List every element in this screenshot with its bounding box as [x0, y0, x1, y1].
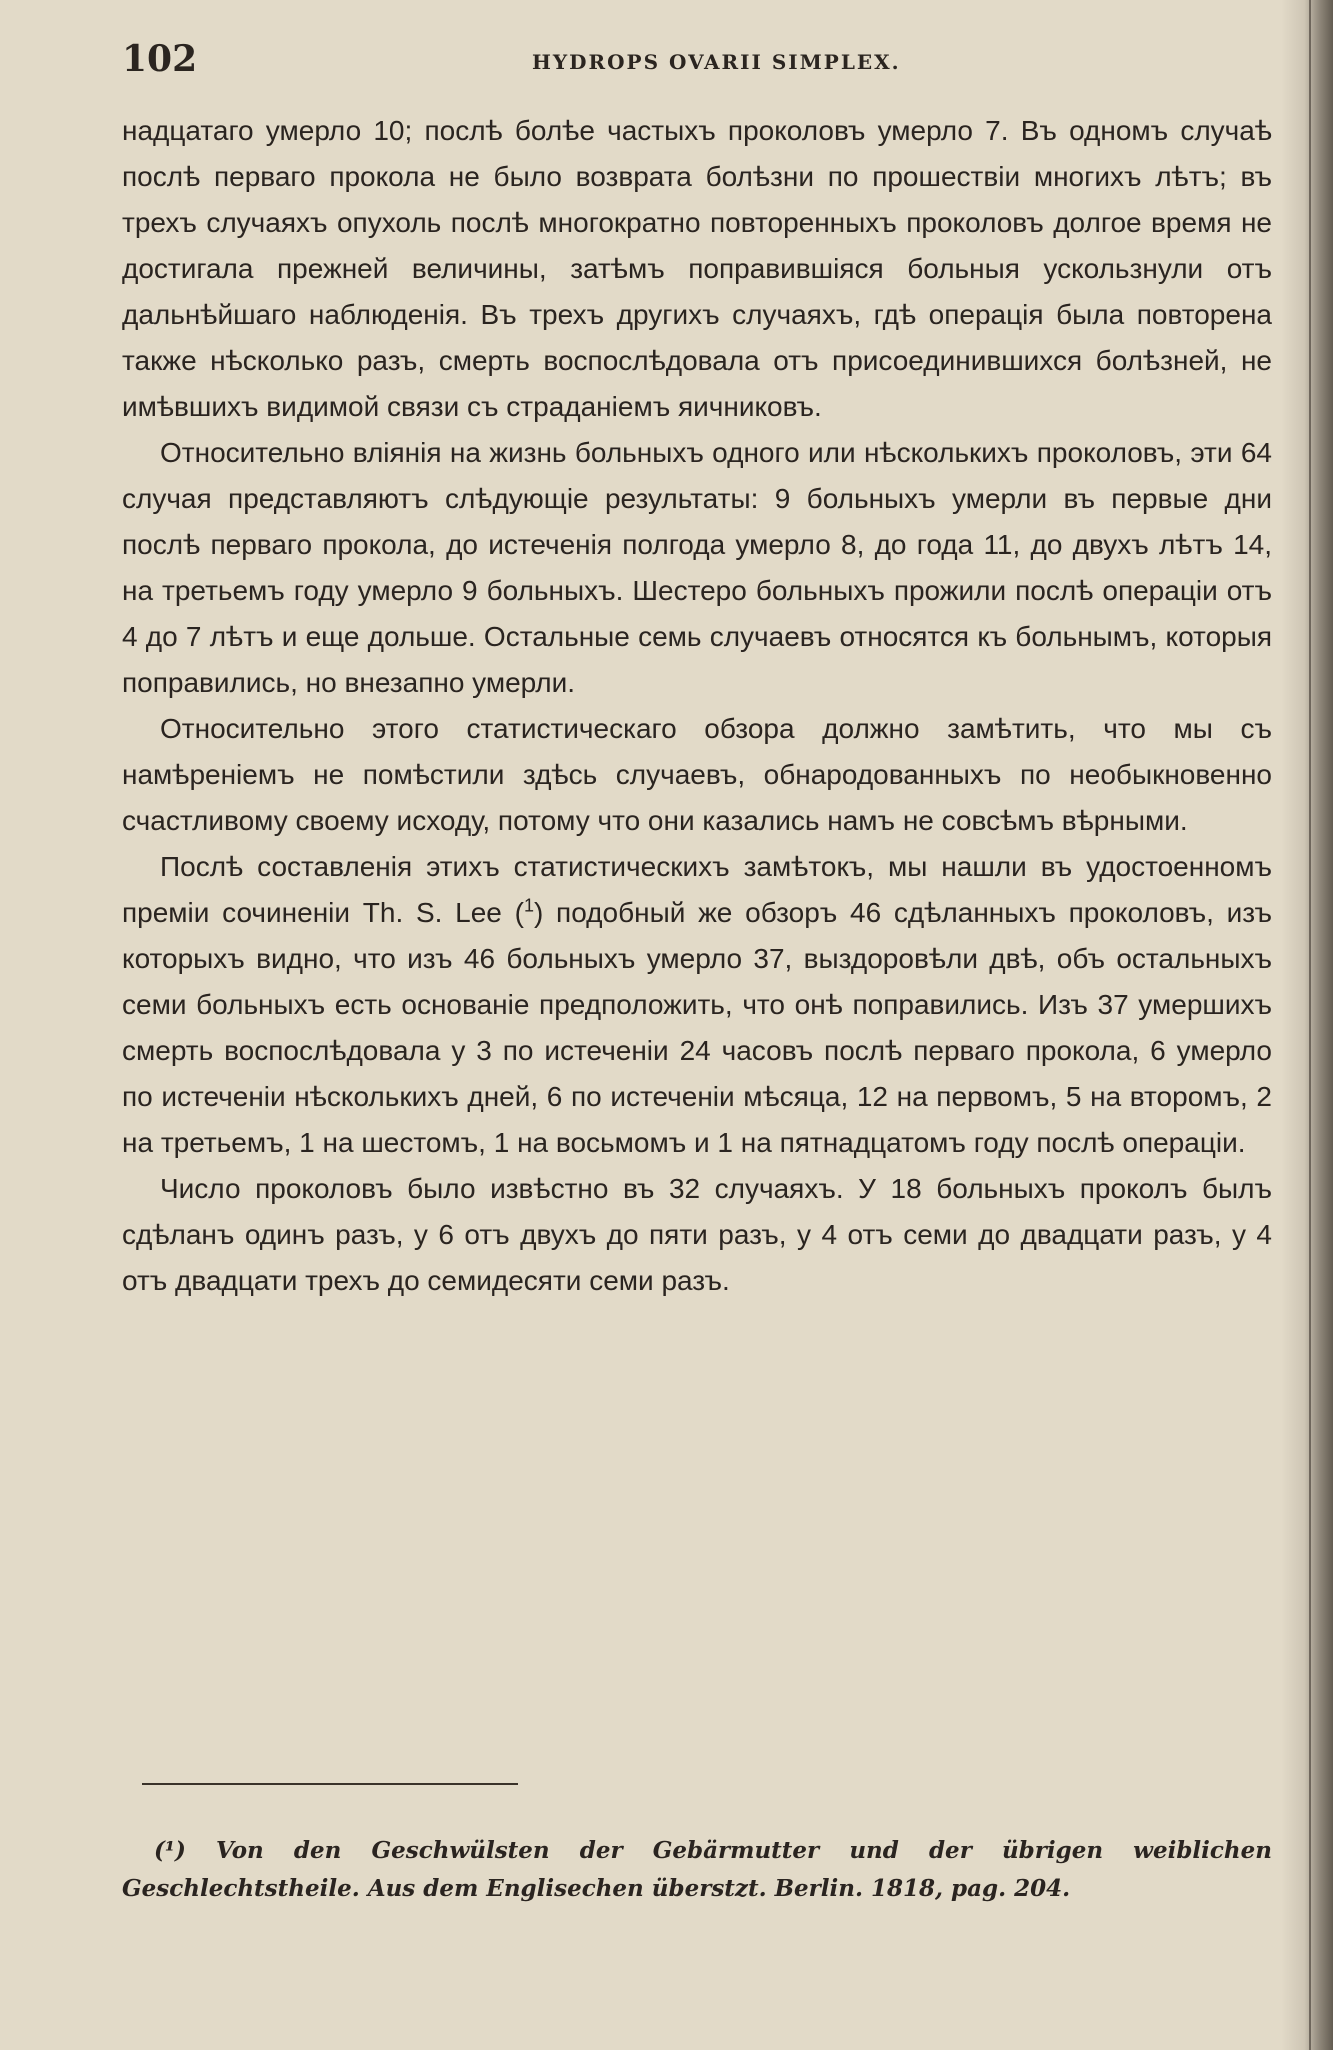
page-gutter-shadow — [1281, 0, 1333, 2050]
paragraph-continuation: надцатаго умерло 10; послѣ болѣе частыхъ проколовъ умерло 7. Въ одномъ случаѣ послѣ перваго прокола не было возврата болѣзни по прошествiи многихъ лѣтъ; въ трехъ случаяхъ опухоль послѣ многократно повторенныхъ проколовъ долгое время не достигала прежней величины, затѣмъ поправившiяся больныя ускользнули отъ дальнѣйшаго наблюденiя. Въ трехъ другихъ случаяхъ, гдѣ операцiя была повторена также нѣсколько разъ, смерть воспослѣдовала отъ присоединившихся болѣзней, не имѣвшихъ видимой связи съ страданiемъ яичниковъ. — [122, 115, 1272, 422]
paragraph: Относительно влiянiя на жизнь больныхъ одного или нѣсколькихъ проколовъ, эти 64 случая представляютъ слѣдующiе результаты: 9 больныхъ умерли въ первые дни послѣ перваго прокола, до истеченiя полгода умерло 8, до года 11, до двухъ лѣтъ 14, на третьемъ году умерло 9 больныхъ. Шестеро больныхъ прожили послѣ операцiи отъ 4 до 7 лѣтъ и еще дольше. Остальные семь случаевъ относятся къ больнымъ, которыя поправились, но внезапно умерли. — [122, 437, 1272, 698]
footnote-marker: (¹) — [154, 1837, 186, 1864]
footnote-reference[interactable]: 1 — [523, 895, 534, 916]
footnote-divider — [142, 1783, 518, 1785]
running-title: HYDROPS OVARII SIMPLEX. — [532, 50, 901, 74]
body-text — [122, 108, 1272, 1304]
page-number: 102 — [122, 38, 198, 80]
footnote — [122, 1832, 1272, 1908]
footnote-text: Von den Geschwülsten der Gebärmutter und der übrigen weiblichen Geschlechtstheile. Aus dem Englisechen überstzt. Berlin. 1818, pag. 204. — [122, 1837, 1272, 1902]
paragraph — [122, 844, 1272, 1166]
page-header — [122, 38, 1272, 88]
page-gutter-edge — [1309, 0, 1311, 2050]
paragraph-text: Послѣ составленiя этихъ статистическихъ замѣтокъ, мы нашли въ удостоенномъ премiи сочиненiи Th. S. Lee ( — [122, 851, 1272, 928]
paragraph: Относительно этого статистическаго обзора должно замѣтить, что мы съ намѣренiемъ не помѣстили здѣсь случаевъ, обнародованныхъ по необыкновенно счастливому своему исходу, потому что они казались намъ не совсѣмъ вѣрными. — [122, 713, 1272, 836]
paragraph: Число проколовъ было извѣстно въ 32 случаяхъ. У 18 больныхъ проколъ былъ сдѣланъ одинъ разъ, у 6 отъ двухъ до пяти разъ, у 4 отъ семи до двадцати разъ, у 4 отъ двадцати трехъ до семидесяти семи разъ. — [122, 1173, 1272, 1296]
paragraph-text: ) подобный же обзоръ 46 сдѣланныхъ проколовъ, изъ которыхъ видно, что изъ 46 больныхъ умерло 37, выздоровѣли двѣ, объ остальныхъ семи больныхъ есть основанiе предположить, что онѣ поправились. Изъ 37 умершихъ смерть воспослѣдовала у 3 по истеченiи 24 часовъ послѣ перваго прокола, 6 умерло по истеченiи нѣсколькихъ дней, 6 по истеченiи мѣсяца, 12 на первомъ, 5 на второмъ, 2 на третьемъ, 1 на шестомъ, 1 на восьмомъ и 1 на пятнадцатомъ году послѣ операцiи. — [122, 897, 1273, 1158]
